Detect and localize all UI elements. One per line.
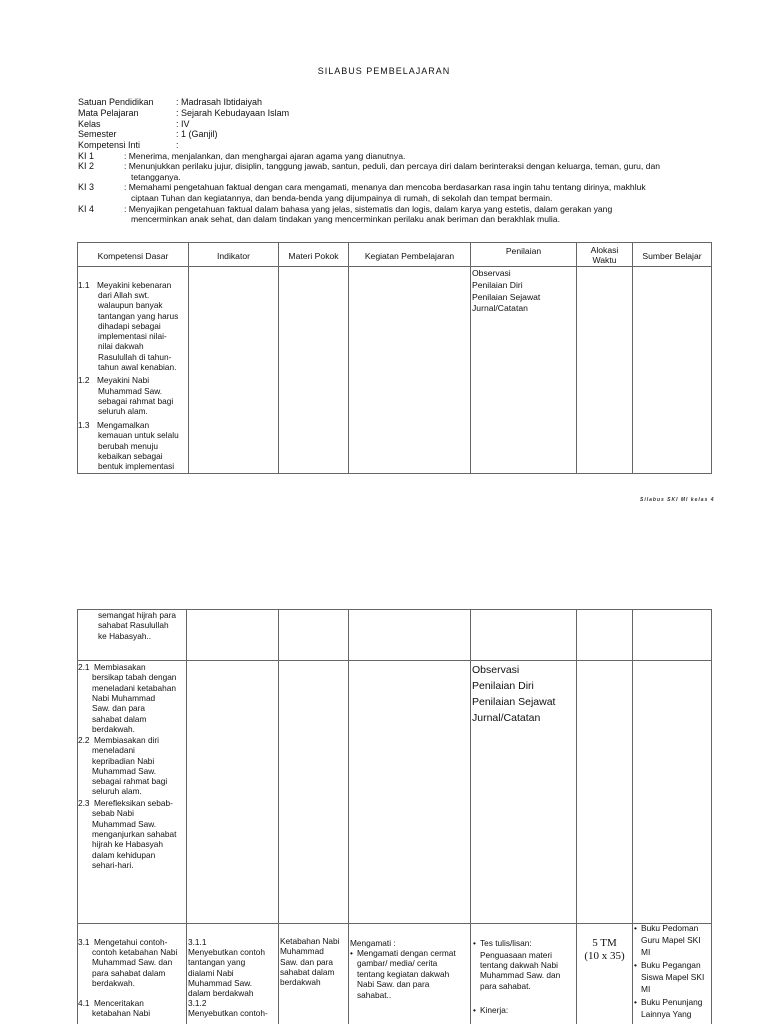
ki-text: : Memahami pengetahuan faktual dengan cara mengamati, menanya dan mencoba berdasarkan rasa ingin tahu tentang dirinya, makhluk <box>124 182 646 192</box>
header-penilaian: Penilaian <box>505 246 542 256</box>
kd-line: meneladani <box>92 745 135 755</box>
kd-line: seluruh alam. <box>92 786 142 796</box>
indikator-line: 3.1.1 <box>188 937 207 947</box>
sumber-line: Guru Mapel SKI <box>641 935 701 945</box>
kd-line: semangat hijrah para <box>98 610 176 620</box>
kd-line: nilai dakwah <box>98 341 144 351</box>
header-kompetensi-dasar: Kompetensi Dasar <box>97 251 169 261</box>
kd-line: hijrah ke Habasyah <box>92 839 164 849</box>
kd-line: tantangan yang harus <box>98 311 179 321</box>
alokasi-tm: 5 TM <box>592 937 617 949</box>
kd-line: contoh ketabahan Nabi <box>92 947 178 957</box>
bullet-icon: • <box>634 960 637 970</box>
sumber-line: Siswa Mapel SKI <box>641 972 705 982</box>
indikator-line: dalam berdakwah <box>188 988 254 998</box>
ki-code: KI 3 <box>78 182 95 192</box>
indikator-line: dialami Nabi <box>188 968 234 978</box>
identity-value: : Madrasah Ibtidaiyah <box>176 97 263 107</box>
penilaian-item: Observasi <box>472 664 520 676</box>
kd-line: Mengamalkan <box>97 420 150 430</box>
penilaian-item: Penilaian Sejawat <box>472 696 556 708</box>
kd-line: para sahabat dalam <box>92 968 166 978</box>
sumber-line: MI <box>641 947 651 957</box>
kd-line: Muhammad Saw. dan <box>92 957 173 967</box>
penilaian-line: Penguasaan materi <box>480 950 552 960</box>
kd-line: dari Allah swt. <box>98 290 150 300</box>
penilaian-kinerja: Kinerja: <box>480 1005 509 1015</box>
penilaian-item: Observasi <box>472 268 511 278</box>
sumber-line: Buku Penunjang <box>641 997 703 1007</box>
kd-line: kebaikan sebagai <box>98 451 163 461</box>
sumber-line: Buku Pedoman <box>641 923 699 933</box>
kd-line: Muhammad Saw. <box>92 766 157 776</box>
ki-text: : Menerima, menjalankan, dan menghargai ajaran agama yang dianutnya. <box>124 151 406 161</box>
kd-line: sebab Nabi <box>92 808 134 818</box>
kd-line: sehari-hari. <box>92 860 134 870</box>
indikator-line: Menyebutkan contoh- <box>188 1008 268 1018</box>
kd-line: kepribadian Nabi <box>92 756 155 766</box>
ki-text: : Menunjukkan perilaku jujur, disiplin, tanggung jawab, santun, peduli, dan percaya diri dalam berinteraksi dengan keluarga, teman, guru, dan <box>124 161 661 171</box>
kd-number: 2.3 <box>78 798 90 808</box>
kd-line: Merefleksikan sebab- <box>94 798 173 808</box>
kd-line: ketabahan Nabi <box>92 1008 151 1018</box>
kd-line: menganjurkan sahabat <box>92 829 177 839</box>
kegiatan-line: Mengamati dengan cermat <box>357 948 456 958</box>
penilaian-item: Penilaian Diri <box>472 280 523 290</box>
kd-line: dalam kehidupan <box>92 850 156 860</box>
kd-number: 1.3 <box>78 420 90 430</box>
kd-line: sebagai rahmat bagi <box>92 776 168 786</box>
ki-text: tetangganya. <box>131 172 181 182</box>
identity-label: Kompetensi Inti <box>78 140 141 150</box>
alokasi-jp: (10 x 35) <box>584 950 625 962</box>
penilaian-line: Muhammad Saw. dan <box>480 970 561 980</box>
sumber-line: Buku Pegangan <box>641 960 701 970</box>
sumber-line: Lainnya Yang <box>641 1009 692 1019</box>
kd-number: 2.2 <box>78 735 90 745</box>
penilaian-item: Penilaian Diri <box>472 680 534 692</box>
identity-value: : IV <box>176 119 190 129</box>
indikator-line: Menyebutkan contoh <box>188 947 266 957</box>
penilaian-heading: Tes tulis/lisan: <box>480 938 532 948</box>
penilaian-item: Penilaian Sejawat <box>472 292 541 302</box>
ki-text: mencerminkan anak sehat, dan dalam tindakan yang mencerminkan perilaku anak beriman dan berakhlak mulia. <box>131 214 560 224</box>
kd-line: Rasulullah di tahun- <box>98 352 172 362</box>
identity-label: Kelas <box>78 119 101 129</box>
kegiatan-line: tentang kegiatan dakwah <box>357 969 450 979</box>
penilaian-item: Jurnal/Catatan <box>472 303 528 313</box>
ki-code: KI 4 <box>78 204 95 214</box>
kd-line: Muhammad Saw. <box>98 386 163 396</box>
materi-line: Ketabahan Nabi <box>280 936 340 946</box>
header-sumber-belajar: Sumber Belajar <box>642 251 702 261</box>
header-indikator: Indikator <box>217 251 250 261</box>
materi-line: Saw. dan para <box>280 957 334 967</box>
materi-line: berdakwah <box>280 977 321 987</box>
kd-line: sahabat dalam <box>92 714 147 724</box>
sumber-line: MI <box>641 984 651 994</box>
kd-line: meneladani ketabahan <box>92 683 176 693</box>
kd-line: bentuk implementasi <box>98 461 175 471</box>
indikator-line: tantangan yang <box>188 957 246 967</box>
kd-line: berdakwah. <box>92 978 135 988</box>
bullet-icon: • <box>634 997 637 1007</box>
kd-number: 2.1 <box>78 662 90 672</box>
kd-line: seluruh alam. <box>98 406 148 416</box>
kd-line: Membiasakan <box>94 662 146 672</box>
penilaian-item: Jurnal/Catatan <box>472 712 541 724</box>
ki-code: KI 2 <box>78 161 95 171</box>
document-title: SILABUS PEMBELAJARAN <box>317 66 451 76</box>
kd-line: Meyakini Nabi <box>97 375 150 385</box>
identity-label: Semester <box>78 129 117 139</box>
identity-label: Satuan Pendidikan <box>78 97 154 107</box>
kd-number: 3.1 <box>78 937 90 947</box>
kd-line: berubah menuju <box>98 441 158 451</box>
kegiatan-line: sahabat.. <box>357 990 392 1000</box>
materi-line: sahabat dalam <box>280 967 335 977</box>
header-waktu: Waktu <box>592 255 617 265</box>
materi-line: Muhammad <box>280 946 324 956</box>
bullet-icon: • <box>473 1005 476 1015</box>
kd-line: berdakwah. <box>92 724 135 734</box>
bullet-icon: • <box>350 948 353 958</box>
kd-line: ke Habasyah.. <box>98 631 152 641</box>
kd-number: 1.1 <box>78 280 90 290</box>
kd-line: Menceritakan <box>94 998 144 1008</box>
kd-line: Muhammad Saw. <box>92 819 157 829</box>
indikator-line: Muhammad Saw. <box>188 978 253 988</box>
kd-line: bersikap tabah dengan <box>92 672 177 682</box>
identity-value: : Sejarah Kebudayaan Islam <box>176 108 290 118</box>
ki-code: KI 1 <box>78 151 95 161</box>
kegiatan-heading: Mengamati : <box>350 938 396 948</box>
kd-line: kemauan untuk selalu <box>98 430 179 440</box>
penilaian-line: tentang dakwah Nabi <box>480 960 558 970</box>
indikator-line: 3.1.2 <box>188 998 207 1008</box>
header-kegiatan: Kegiatan Pembelajaran <box>364 251 455 261</box>
header-alokasi: Alokasi <box>590 245 619 255</box>
header-materi-pokok: Materi Pokok <box>288 251 339 261</box>
kd-number: 1.2 <box>78 375 90 385</box>
kegiatan-line: Nabi Saw. dan para <box>357 979 430 989</box>
kd-line: Nabi Muhammad <box>92 693 156 703</box>
penilaian-line: para sahabat. <box>480 981 531 991</box>
identity-value: : <box>176 140 179 150</box>
identity-value: : 1 (Ganjil) <box>176 129 218 139</box>
kd-line: Mengetahui contoh- <box>94 937 168 947</box>
kd-line: tahun awal kenabian. <box>98 362 177 372</box>
kd-line: implementasi nilai- <box>98 331 167 341</box>
page-footer: Silabus SKI MI kelas 4 <box>640 497 715 503</box>
kd-line: walaupun banyak <box>98 300 163 310</box>
kd-line: dihadapi sebagai <box>98 321 161 331</box>
identity-label: Mata Pelajaran <box>78 108 139 118</box>
kd-line: Saw. dan para <box>92 703 146 713</box>
kd-number: 4.1 <box>78 998 90 1008</box>
bullet-icon: • <box>634 923 637 933</box>
ki-text: ciptaan Tuhan dan kegiatannya, dan benda-benda yang dijumpainya di rumah, di sekolah dan tempat bermain. <box>131 193 553 203</box>
ki-text: : Menyajikan pengetahuan faktual dalam bahasa yang jelas, sistematis dan logis, dalam karya yang estetis, dalam gerakan yang <box>124 204 613 214</box>
kegiatan-line: gambar/ media/ cerita <box>357 958 438 968</box>
kd-line: sebagai rahmat bagi <box>98 396 174 406</box>
kd-line: Meyakini kebenaran <box>97 280 172 290</box>
kd-line: sahabat Rasulullah <box>98 620 169 630</box>
bullet-icon: • <box>473 938 476 948</box>
kd-line: Membiasakan diri <box>94 735 160 745</box>
